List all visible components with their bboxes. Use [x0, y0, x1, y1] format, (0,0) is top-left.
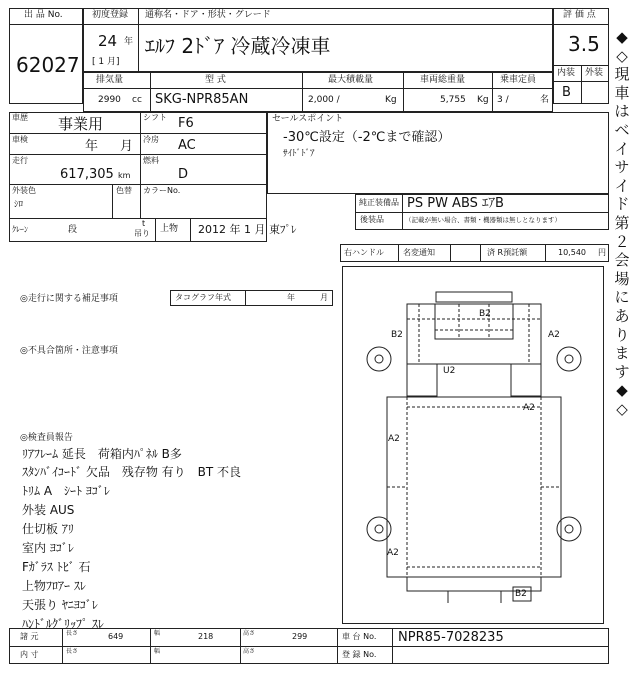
sales-point-label: セールスポイント: [272, 114, 344, 124]
capacity-value: 3 /: [497, 95, 509, 105]
lot-number: 62027: [16, 53, 80, 77]
history-value: 事業用: [58, 115, 104, 133]
lot-label: 出 品 No.: [24, 10, 63, 20]
overall-grade: 3.5: [568, 32, 600, 56]
outer-width-label: 幅: [154, 630, 161, 637]
first-reg-year: 24: [98, 32, 118, 50]
color-label: 外装色: [12, 186, 36, 195]
handle-value: 右ハンドル: [344, 248, 384, 257]
damage-mark: B2: [391, 330, 403, 340]
sales-point-2: ｻｲﾄﾞﾄﾞｱ: [283, 149, 315, 159]
mirror-bar: [436, 292, 512, 302]
inspection-year-unit: 年: [85, 139, 99, 154]
location-note: ◆◇現車はベイサイド第２会場にあります◆◇: [614, 28, 630, 418]
interior-grade: B: [562, 85, 571, 100]
crane-steps: 段: [68, 225, 78, 235]
interior-label: 内装: [557, 68, 576, 78]
name-label: 通称名・ドア・形状・グレード: [145, 10, 271, 20]
cab-body: [407, 304, 541, 364]
vehicle-name: ｴﾙﾌ 2ﾄﾞｱ 冷蔵冷凍車: [145, 34, 331, 58]
recycle-label: 済 R預託額: [487, 248, 528, 257]
front-right-wheel: [557, 347, 581, 371]
damage-mark: A2: [548, 330, 560, 340]
inspector-line: 上物ﾌﾛｱｰ ｽﾚ: [22, 579, 86, 593]
recycle-value: 10,540: [558, 248, 586, 257]
shift-value: F6: [178, 116, 194, 131]
chassis-number: NPR85-7028235: [398, 630, 504, 645]
sales-point-1: -30℃設定（-2℃まで確認）: [283, 130, 451, 145]
inspection-month-unit: 月: [120, 139, 134, 154]
windshield: [435, 304, 513, 339]
year-unit: 年: [124, 37, 134, 47]
exterior-label: 外装: [585, 68, 604, 78]
defects-label: ◎不具合箇所・注意事項: [20, 346, 118, 356]
fuel-value: D: [178, 167, 189, 182]
inspector-line: ﾄﾘﾑ A ｼｰﾄ ﾖｺﾞﾚ: [22, 484, 110, 498]
crane-t: t: [142, 219, 146, 228]
weight-value: 5,755: [440, 95, 466, 105]
inner-dims-label: 内 寸: [20, 650, 39, 659]
damage-mark: A2: [388, 434, 400, 444]
outer-length-label: 長さ: [66, 630, 79, 637]
capacity-unit: 名: [540, 95, 550, 105]
inner-height-label: 高さ: [243, 648, 256, 655]
sales-point-box: [267, 112, 609, 194]
inner-length-label: 長さ: [66, 648, 79, 655]
cargo-box: [387, 397, 561, 577]
inspector-line: 室内 ﾖｺﾞﾚ: [22, 541, 74, 555]
listing-label: 上物: [160, 224, 179, 234]
aftermarket-note: （記載が無い場合、書類・機器類は無しとなります）: [405, 216, 561, 224]
specs-row: [83, 72, 553, 112]
outer-length: 649: [108, 632, 124, 641]
inspector-line: ｽﾀﾝﾊﾞｲｺｰﾄﾞ 欠品 残存物 有り BT 不良: [22, 465, 242, 479]
tacho-month-unit: 月: [320, 293, 328, 302]
inspector-line: 外装 AUS: [22, 503, 75, 517]
history-label: 車歴: [12, 113, 28, 122]
chassis-label: 車 台 No.: [342, 632, 377, 641]
ac-value: AC: [178, 138, 196, 153]
driving-notes-label: ◎走行に関する補足事項: [20, 294, 118, 304]
outer-height-label: 高さ: [243, 630, 256, 637]
tacho-label: タコグラフ年式: [175, 293, 231, 302]
model-value: SKG-NPR85AN: [155, 92, 249, 107]
equipment-label: 純正装備品: [359, 198, 399, 207]
outer-width: 218: [198, 632, 214, 641]
displacement-unit: cc: [132, 95, 142, 105]
inspector-line: Fｶﾞﾗｽ ﾄﾋﾞ 石: [22, 560, 91, 574]
name-change-label: 名変通知: [403, 248, 435, 257]
color-value: ｼﾛ: [14, 200, 24, 210]
aftermarket-label: 後装品: [360, 215, 384, 224]
damage-mark: U2: [443, 366, 456, 376]
damage-mark: B2: [515, 589, 527, 599]
front-left-wheel: [367, 347, 391, 371]
outer-dims-label: 諸 元: [20, 632, 39, 641]
mileage-label: 走行: [12, 156, 28, 165]
load-value: 2,000 /: [308, 95, 340, 105]
truck-outline: [343, 267, 605, 625]
listing-value: 2012 年 1 月 東ﾌﾟﾚ: [198, 223, 297, 236]
tacho-year-unit: 年: [287, 293, 295, 302]
load-label: 最大積載量: [328, 75, 374, 85]
damage-diagram: [342, 266, 604, 624]
capacity-label: 乗車定員: [500, 75, 537, 85]
displacement-label: 排気量: [96, 75, 124, 85]
damage-mark: A2: [387, 548, 399, 558]
color-code-label: カラーNo.: [143, 186, 181, 195]
crane-label: ｸﾚｰﾝ: [12, 225, 28, 234]
fuel-label: 燃料: [143, 156, 159, 165]
outer-height: 299: [292, 632, 308, 641]
mileage-value: 617,305: [60, 167, 114, 182]
registration-label: 登 録 No.: [342, 650, 377, 659]
damage-mark: B2: [479, 309, 491, 319]
inspector-line: ﾊﾝﾄﾞﾙｸﾞﾘｯﾌﾟ ｽﾚ: [22, 617, 104, 631]
mileage-unit: km: [118, 171, 131, 180]
inspection-label: 車検: [12, 135, 28, 144]
inner-width-label: 幅: [154, 648, 161, 655]
inspector-title: ◎検査員報告: [20, 433, 73, 443]
ac-label: 冷房: [143, 135, 159, 144]
load-unit: Kg: [385, 95, 397, 105]
model-label: 型 式: [205, 75, 226, 85]
displacement-value: 2990: [98, 95, 121, 105]
color-no-label: 色替: [116, 186, 132, 195]
equipment-value: PS PW ABS ｴｱB: [407, 196, 504, 211]
grade-label: 評 価 点: [563, 10, 596, 20]
damage-mark: A2: [523, 403, 535, 413]
inspector-line: 天張り ﾔﾆﾖｺﾞﾚ: [22, 598, 98, 612]
inspector-line: ﾘｱﾌﾚｰﾑ 延長 荷箱内ﾊﾟﾈﾙ B多: [22, 447, 182, 461]
first-reg-label: 初度登録: [92, 10, 129, 20]
first-reg-month: [ 1 月]: [92, 57, 120, 67]
crane-lift: 吊り: [134, 229, 150, 238]
recycle-unit: 円: [598, 248, 606, 257]
shift-label: シフト: [143, 113, 167, 122]
weight-unit: Kg: [477, 95, 489, 105]
inspector-line: 仕切板 ｱﾘ: [22, 522, 74, 536]
weight-label: 車両総重量: [420, 75, 466, 85]
